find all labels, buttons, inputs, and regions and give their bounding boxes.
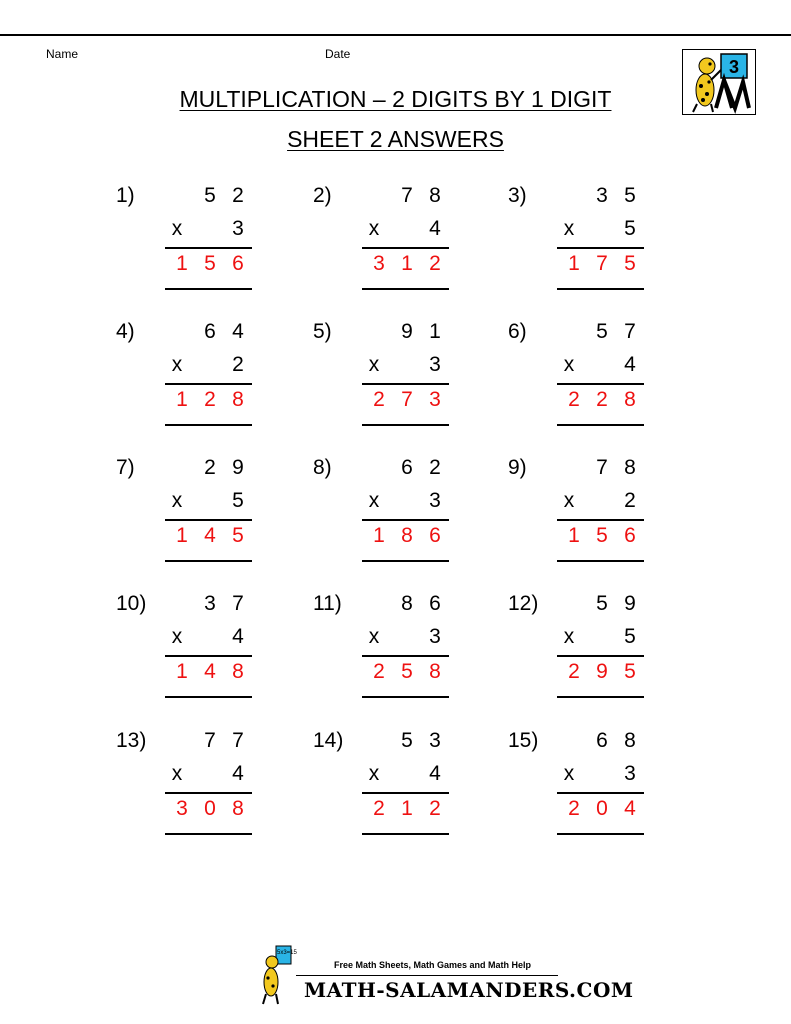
times-sign: x <box>171 762 183 785</box>
times-sign: x <box>171 489 183 512</box>
problem-number: 2) <box>313 184 332 207</box>
answer-underline <box>557 833 644 835</box>
problem-number: 6) <box>508 320 527 343</box>
multiplicand-tens: 5 <box>204 184 216 207</box>
answer-underline <box>165 833 252 835</box>
answer-hundreds: 1 <box>176 252 188 275</box>
times-sign: x <box>563 762 575 785</box>
multiplicand-tens: 7 <box>204 729 216 752</box>
problem-number: 1) <box>116 184 135 207</box>
product-rule <box>165 655 252 657</box>
problem-14 <box>313 729 443 859</box>
multiplicand-tens: 3 <box>204 592 216 615</box>
times-sign: x <box>368 762 380 785</box>
multiplier: 5 <box>624 625 636 648</box>
product-rule <box>557 519 644 521</box>
problem-number: 9) <box>508 456 527 479</box>
answer-ones: 8 <box>624 388 636 411</box>
multiplicand-tens: 2 <box>204 456 216 479</box>
footer-logo-board-text: 5x3=15 <box>277 950 297 956</box>
multiplier: 2 <box>232 353 244 376</box>
multiplier: 5 <box>624 217 636 240</box>
problem-6 <box>508 320 638 450</box>
answer-underline <box>557 696 644 698</box>
multiplicand-tens: 5 <box>596 320 608 343</box>
problem-number: 8) <box>313 456 332 479</box>
product-rule <box>557 383 644 385</box>
multiplicand-ones: 9 <box>232 456 244 479</box>
answer-tens: 5 <box>204 252 216 275</box>
answer-underline <box>362 833 449 835</box>
times-sign: x <box>368 489 380 512</box>
multiplicand-tens: 6 <box>596 729 608 752</box>
multiplier: 3 <box>429 353 441 376</box>
answer-hundreds: 1 <box>568 252 580 275</box>
product-rule <box>165 247 252 249</box>
answer-hundreds: 2 <box>373 797 385 820</box>
problem-15 <box>508 729 638 859</box>
multiplicand-tens: 7 <box>596 456 608 479</box>
multiplicand-ones: 5 <box>624 184 636 207</box>
answer-ones: 6 <box>429 524 441 547</box>
answer-hundreds: 2 <box>568 797 580 820</box>
answer-underline <box>557 424 644 426</box>
answer-underline <box>165 696 252 698</box>
product-rule <box>165 792 252 794</box>
problem-1 <box>116 184 246 314</box>
times-sign: x <box>563 217 575 240</box>
multiplier: 3 <box>624 762 636 785</box>
problem-number: 13) <box>116 729 147 752</box>
times-sign: x <box>563 625 575 648</box>
multiplicand-ones: 2 <box>232 184 244 207</box>
times-sign: x <box>563 489 575 512</box>
answer-tens: 5 <box>401 660 413 683</box>
times-sign: x <box>563 353 575 376</box>
grade-number: 3 <box>728 57 740 77</box>
answer-ones: 5 <box>624 660 636 683</box>
problem-number: 15) <box>508 729 539 752</box>
multiplicand-ones: 9 <box>624 592 636 615</box>
multiplier: 4 <box>429 217 441 240</box>
answer-tens: 4 <box>204 660 216 683</box>
answer-hundreds: 1 <box>176 388 188 411</box>
problem-9 <box>508 456 638 586</box>
answer-ones: 8 <box>429 660 441 683</box>
product-rule <box>362 792 449 794</box>
answer-underline <box>165 424 252 426</box>
multiplicand-tens: 6 <box>401 456 413 479</box>
product-rule <box>557 655 644 657</box>
answer-ones: 6 <box>624 524 636 547</box>
problem-number: 14) <box>313 729 344 752</box>
product-rule <box>557 247 644 249</box>
problem-2 <box>313 184 443 314</box>
multiplicand-tens: 6 <box>204 320 216 343</box>
problem-number: 11) <box>313 592 342 615</box>
answer-hundreds: 3 <box>373 252 385 275</box>
multiplicand-ones: 7 <box>232 592 244 615</box>
answer-tens: 5 <box>596 524 608 547</box>
answer-tens: 9 <box>596 660 608 683</box>
answer-underline <box>165 288 252 290</box>
product-rule <box>557 792 644 794</box>
answer-ones: 8 <box>232 660 244 683</box>
answer-hundreds: 1 <box>373 524 385 547</box>
answer-ones: 5 <box>624 252 636 275</box>
multiplier: 4 <box>429 762 441 785</box>
answer-hundreds: 1 <box>568 524 580 547</box>
times-sign: x <box>368 353 380 376</box>
multiplicand-tens: 9 <box>401 320 413 343</box>
multiplicand-tens: 8 <box>401 592 413 615</box>
multiplier: 2 <box>624 489 636 512</box>
footer-rule <box>296 975 558 976</box>
answer-hundreds: 1 <box>176 524 188 547</box>
problem-8 <box>313 456 443 586</box>
multiplicand-ones: 7 <box>232 729 244 752</box>
answer-tens: 7 <box>596 252 608 275</box>
multiplicand-ones: 2 <box>429 456 441 479</box>
problem-number: 4) <box>116 320 135 343</box>
multiplier: 4 <box>232 625 244 648</box>
problem-7 <box>116 456 246 586</box>
answer-hundreds: 1 <box>176 660 188 683</box>
multiplicand-tens: 5 <box>401 729 413 752</box>
answer-ones: 5 <box>232 524 244 547</box>
times-sign: x <box>171 217 183 240</box>
problem-number: 3) <box>508 184 527 207</box>
multiplicand-ones: 7 <box>624 320 636 343</box>
footer-tagline: Free Math Sheets, Math Games and Math Help <box>334 960 532 970</box>
problem-number: 12) <box>508 592 539 615</box>
footer-site-name: MATH-SALAMANDERS.COM <box>304 978 634 1002</box>
answer-ones: 8 <box>232 797 244 820</box>
problem-3 <box>508 184 638 314</box>
answer-tens: 2 <box>204 388 216 411</box>
problem-5 <box>313 320 443 450</box>
multiplicand-ones: 8 <box>429 184 441 207</box>
problem-number: 5) <box>313 320 332 343</box>
answer-tens: 8 <box>401 524 413 547</box>
answer-underline <box>362 424 449 426</box>
multiplier: 3 <box>429 625 441 648</box>
answer-tens: 0 <box>596 797 608 820</box>
answer-underline <box>362 696 449 698</box>
multiplicand-ones: 1 <box>429 320 441 343</box>
multiplicand-ones: 3 <box>429 729 441 752</box>
problem-number: 7) <box>116 456 135 479</box>
multiplicand-ones: 8 <box>624 456 636 479</box>
multiplicand-ones: 4 <box>232 320 244 343</box>
product-rule <box>362 519 449 521</box>
multiplier: 4 <box>624 353 636 376</box>
name-label: Name <box>46 47 79 61</box>
answer-tens: 4 <box>204 524 216 547</box>
multiplier: 3 <box>232 217 244 240</box>
times-sign: x <box>368 625 380 648</box>
answer-ones: 2 <box>429 252 441 275</box>
answer-underline <box>557 560 644 562</box>
times-sign: x <box>171 353 183 376</box>
problem-11 <box>313 592 443 722</box>
answer-ones: 2 <box>429 797 441 820</box>
product-rule <box>362 655 449 657</box>
answer-hundreds: 2 <box>373 388 385 411</box>
worksheet-title: MULTIPLICATION – 2 DIGITS BY 1 DIGIT <box>179 86 612 112</box>
top-rule <box>0 34 791 36</box>
times-sign: x <box>368 217 380 240</box>
problem-number: 10) <box>116 592 147 615</box>
answer-tens: 1 <box>401 252 413 275</box>
worksheet-subtitle: SHEET 2 ANSWERS <box>287 126 504 152</box>
times-sign: x <box>171 625 183 648</box>
problem-13 <box>116 729 246 859</box>
multiplicand-tens: 7 <box>401 184 413 207</box>
multiplicand-tens: 3 <box>596 184 608 207</box>
answer-ones: 6 <box>232 252 244 275</box>
problem-10 <box>116 592 246 722</box>
multiplier: 5 <box>232 489 244 512</box>
answer-tens: 1 <box>401 797 413 820</box>
multiplier: 3 <box>429 489 441 512</box>
answer-hundreds: 2 <box>373 660 385 683</box>
answer-ones: 4 <box>624 797 636 820</box>
multiplicand-tens: 5 <box>596 592 608 615</box>
answer-ones: 8 <box>232 388 244 411</box>
date-label: Date <box>325 47 351 61</box>
answer-underline <box>557 288 644 290</box>
answer-tens: 0 <box>204 797 216 820</box>
answer-ones: 3 <box>429 388 441 411</box>
problem-4 <box>116 320 246 450</box>
answer-tens: 7 <box>401 388 413 411</box>
answer-underline <box>362 560 449 562</box>
multiplier: 4 <box>232 762 244 785</box>
product-rule <box>165 383 252 385</box>
answer-tens: 2 <box>596 388 608 411</box>
answer-underline <box>362 288 449 290</box>
product-rule <box>165 519 252 521</box>
problem-12 <box>508 592 638 722</box>
product-rule <box>362 247 449 249</box>
answer-hundreds: 2 <box>568 660 580 683</box>
product-rule <box>362 383 449 385</box>
answer-hundreds: 2 <box>568 388 580 411</box>
multiplicand-ones: 8 <box>624 729 636 752</box>
answer-underline <box>165 560 252 562</box>
multiplicand-ones: 6 <box>429 592 441 615</box>
answer-hundreds: 3 <box>176 797 188 820</box>
